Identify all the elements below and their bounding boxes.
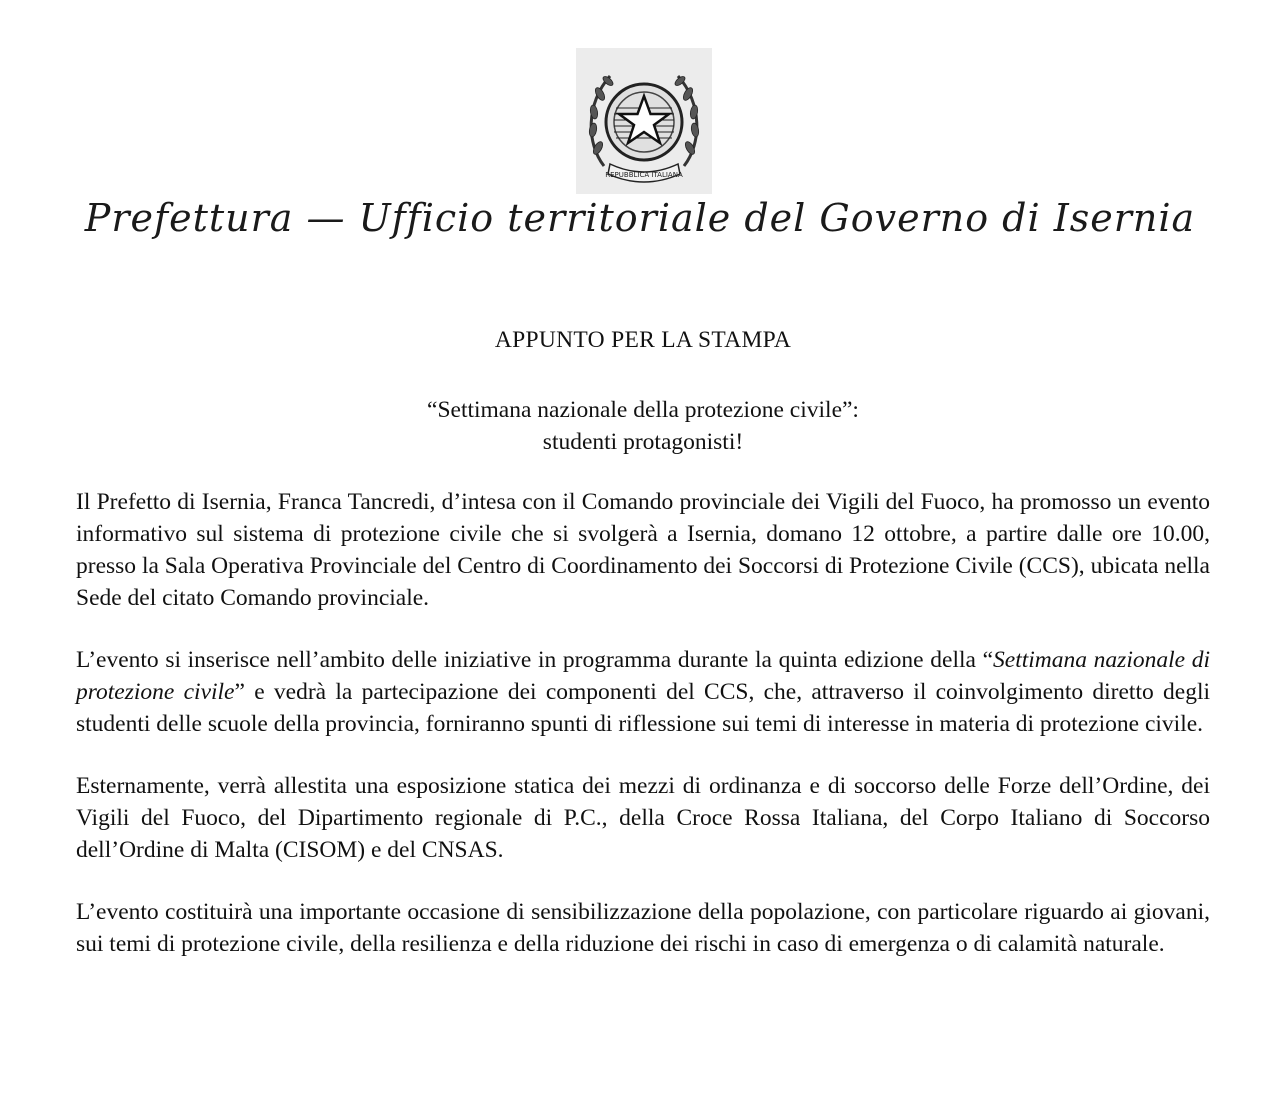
document-heading: APPUNTO PER LA STAMPA [494, 327, 792, 353]
paragraph-2 [76, 644, 1210, 740]
document-subtitle [0, 394, 1280, 458]
italian-republic-emblem [576, 48, 712, 194]
subtitle-line-1: “Settimana nazionale della protezione civile”: [427, 397, 859, 423]
paragraph-2-italic-title: Settimana nazionale di protezione civile [76, 647, 1211, 705]
office-title: Prefettura — Ufficio territoriale del Governo di Isernia [84, 196, 1196, 240]
paragraph-4: L’evento costituirà una importante occasione di sensibilizzazione della popolazione, con particolare riguardo ai giovani, sui temi di protezione civile, della resilienza e della riduzione dei rischi in caso di emergenza o di calamità naturale. [76, 899, 1210, 957]
paragraph-2-text-end: ” e vedrà la partecipazione dei componenti del CCS, che, attraverso il coinvolgimento diretto degli studenti delle scuole della provincia, forniranno spunti di riflessione sui temi di interesse in materia di protezione civile. [76, 679, 1210, 737]
paragraph-1: Il Prefetto di Isernia, Franca Tancredi, d’intesa con il Comando provinciale dei Vigili del Fuoco, ha promosso un evento informativo sul sistema di protezione civile che si svolgerà a Isernia, domano 12 ottobre, a partire dalle ore 10.00, presso la Sala Operativa Provinciale del Centro di Coordinamento dei Soccorsi di Protezione Civile (CCS), ubicata nella Sede del citato Comando provinciale. [76, 489, 1210, 611]
paragraph-3: Esternamente, verrà allestita una esposizione statica dei mezzi di ordinanza e di soccorso delle Forze dell’Ordine, dei Vigili del Fuoco, del Dipartimento regionale di P.C., della Croce Rossa Italiana, del Corpo Italiano di Soccorso dell’Ordine di Malta (CISOM) e del CNSAS. [76, 773, 1210, 863]
paragraph-2-text-start: L’evento si inserisce nell’ambito delle iniziative in programma durante la quinta edizione della “ [76, 647, 994, 673]
subtitle-line-2: studenti protagonisti! [542, 429, 744, 455]
svg-text:REPUBBLICA ITALIANA: REPUBBLICA ITALIANA [605, 171, 683, 179]
document-body [76, 486, 1210, 990]
